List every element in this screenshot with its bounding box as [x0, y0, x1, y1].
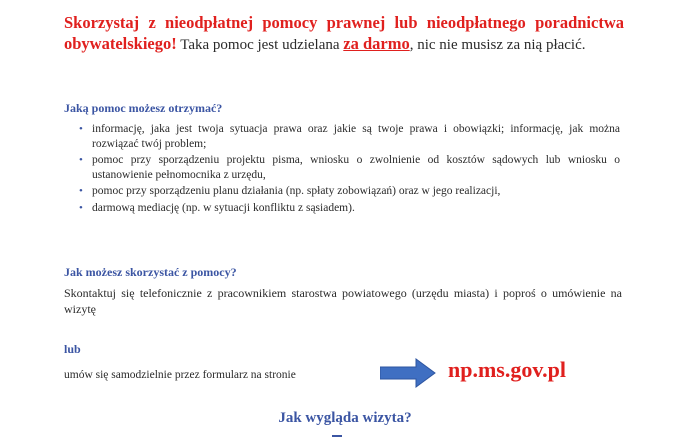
- bullet-icon: •: [79, 201, 83, 214]
- bullet-icon: •: [79, 185, 83, 197]
- website-link[interactable]: np.ms.gov.pl: [448, 357, 566, 382]
- list-item: [79, 201, 620, 216]
- list-item: [79, 184, 620, 199]
- headline-red-text: Skorzystaj z nieodpłatnej pomocy prawnej lub nieodpłatnego poradnictwa obywatelskiego!: [64, 13, 624, 53]
- help-types-list: [79, 122, 620, 217]
- contact-instructions: Skontaktuj się telefonicznie z pracownikiem starostwa powiatowego (urzędu miasta) i poproś o umówienie na wizytę: [64, 286, 622, 316]
- headline-plain-text-2: , nic nie musisz za nią płacić.: [409, 37, 586, 53]
- list-item-text: pomoc przy sporządzeniu planu działania (np. spłaty zobowiązań) oraz w jego realizacji,: [92, 185, 501, 197]
- headline: [64, 12, 624, 56]
- cropped-icon: [332, 435, 342, 440]
- list-item: [79, 122, 620, 151]
- help-types-heading: Jaką pomoc możesz otrzymać?: [64, 101, 223, 115]
- or-label: lub: [64, 342, 81, 356]
- list-item: [79, 153, 620, 182]
- bullet-icon: •: [79, 123, 83, 135]
- list-item-text: darmową mediację (np. w sytuacji konfliktu z sąsiadem).: [92, 201, 355, 214]
- free-of-charge-text: za darmo: [343, 34, 410, 53]
- booking-instructions: umów się samodzielnie przez formularz na stronie: [64, 369, 296, 381]
- right-arrow-icon: [380, 358, 436, 388]
- headline-plain-text-1: Taka pomoc jest udzielana: [176, 37, 344, 53]
- bullet-icon: •: [79, 154, 83, 166]
- list-item-text: informację, jaka jest twoja sytuacja prawa oraz jakie są twoje prawa i obowiązki; informację, jak można rozwiązać twój problem;: [92, 123, 620, 150]
- how-to-use-heading: Jak możesz skorzystać z pomocy?: [64, 265, 237, 279]
- visit-heading: Jak wygląda wizyta?: [278, 410, 412, 426]
- list-item-text: pomoc przy sporządzeniu projektu pisma, wniosku o zwolnienie od kosztów sądowych lub wniosku o ustanowienie pełnomocnika z urzędu,: [92, 154, 620, 181]
